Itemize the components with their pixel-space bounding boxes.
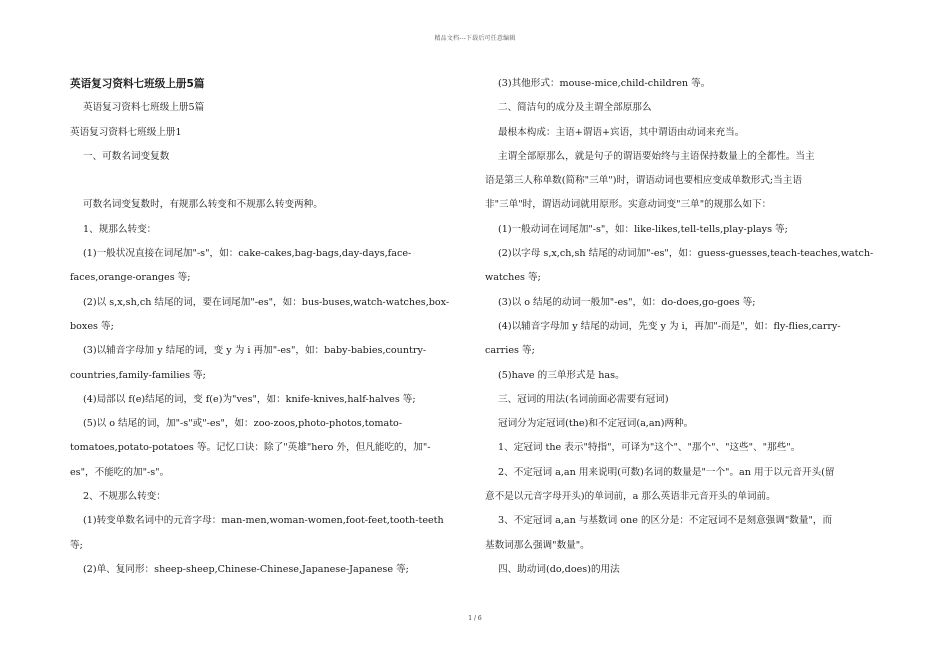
paragraph: (5)以 o 结尾的词，加"-s"或"-es"，如：zoo-zoos,photo-photos,tomato- [83,418,403,430]
paragraph: 主谓全部原那么，就是句子的谓语要始终与主语保持数量上的全都性。当主 [498,150,815,162]
paragraph: watches 等; [485,272,541,284]
paragraph: (5)have 的三单形式是 has。 [498,369,625,381]
paragraph: (3)以 o 结尾的动词一般加"-es"，如：do-does,go-goes 等; [498,296,756,308]
paragraph: (2)以字母 s,x,ch,sh 结尾的动词加"-es"，如：guess-guesses,teach-teaches,watch- [498,248,874,260]
page-header-watermark: 精品文档---下载后可任意编辑 [434,35,516,42]
paragraph: 非"三单"时，谓语动词就用原形。实意动词变"三单"的规那么如下： [485,199,772,211]
paragraph: 2、不规那么转变： [83,491,166,503]
paragraph: (1)一般状况直接在词尾加"-s"，如：cake-cakes,bag-bags,day-days,face- [83,248,412,260]
paragraph: 1、规那么转变： [83,223,157,235]
paragraph: (2)单、复同形：sheep-sheep,Chinese-Chinese,Japanese-Japanese 等; [83,563,409,575]
paragraph: (4)以辅音字母加 y 结尾的动词，先变 y 为 i，再加"-而是"，如：fly-flies,carry- [498,320,841,332]
section-heading: 一、可数名词变复数 [83,150,170,162]
paragraph: faces,orange-oranges 等; [70,272,191,284]
blank-line [70,169,465,193]
paragraph: (3)其他形式：mouse-mice,child-children 等。 [498,78,711,89]
paragraph: tomatoes,potato-potatoes 等。记忆口诀：除了"英雄"hero 外，但凡能吃的，加"- [70,442,431,454]
paragraph: (3)以辅音字母加 y 结尾的词，变 y 为 i 再加"-es"，如：baby-babies,country- [83,345,427,357]
paragraph: es"，不能吃的加"-s"。 [70,466,170,478]
paragraph: 2、不定冠词 a,an 用来说明(可数)名词的数量是"一个"。an 用于以元音开头(留 [498,466,835,478]
section-heading: 二、简洁句的成分及主谓全部原那么 [498,102,652,114]
paragraph: (1)转变单数名词中的元音字母：man-men,woman-women,foot-feet,tooth-teeth [83,515,444,527]
document-title: 英语复习资料七班级上册5篇 [70,78,205,90]
paragraph: (4)局部以 f(e)结尾的词，变 f(e)为"ves"，如：knife-knives,half-halves 等; [83,393,416,405]
paragraph: 等; [70,539,83,551]
page-number: 1 / 6 [468,615,482,622]
left-column [70,72,465,582]
paragraph: 冠词分为定冠词(the)和不定冠词(a,an)两种。 [498,418,694,430]
section-heading: 三、冠词的用法(名词前面必需要有冠词) [498,393,669,405]
paragraph: carries 等; [485,345,535,357]
section-heading: 四、助动词(do,does)的用法 [498,563,620,575]
paragraph: boxes 等; [70,320,114,332]
paragraph: countries,family-families 等; [70,369,206,381]
paragraph: 语是第三人称单数(简称"三单")时，谓语动词也要相应变成单数形式;当主语 [485,175,802,187]
paragraph: 最根本构成：主语+谓语+宾语，其中谓语由动词来充当。 [498,126,745,138]
paragraph: 意不是以元音字母开头)的单词前，a 那么英语非元音开头的单词前。 [485,491,776,503]
paragraph: 基数词那么强调"数量"。 [485,539,590,551]
paragraph: 3、不定冠词 a,an 与基数词 one 的区分是：不定冠词不是刻意强调"数量"，而 [498,515,833,527]
paragraph: 可数名词变复数时，有规那么转变和不规那么转变两种。 [83,199,323,211]
right-column [485,72,883,582]
paragraph: (2)以 s,x,sh,ch 结尾的词，要在词尾加"-es"，如：bus-buses,watch-watches,box- [83,296,450,308]
paragraph: 英语复习资料七班级上册1 [70,126,182,138]
paragraph: 1、定冠词 the 表示"特指"，可译为"这个"、"那个"、"这些"、"那些"。 [498,442,801,454]
paragraph: 英语复习资料七班级上册5篇 [83,102,205,114]
paragraph: (1)一般动词在词尾加"-s"，如：like-likes,tell-tells,play-plays 等; [498,223,788,235]
